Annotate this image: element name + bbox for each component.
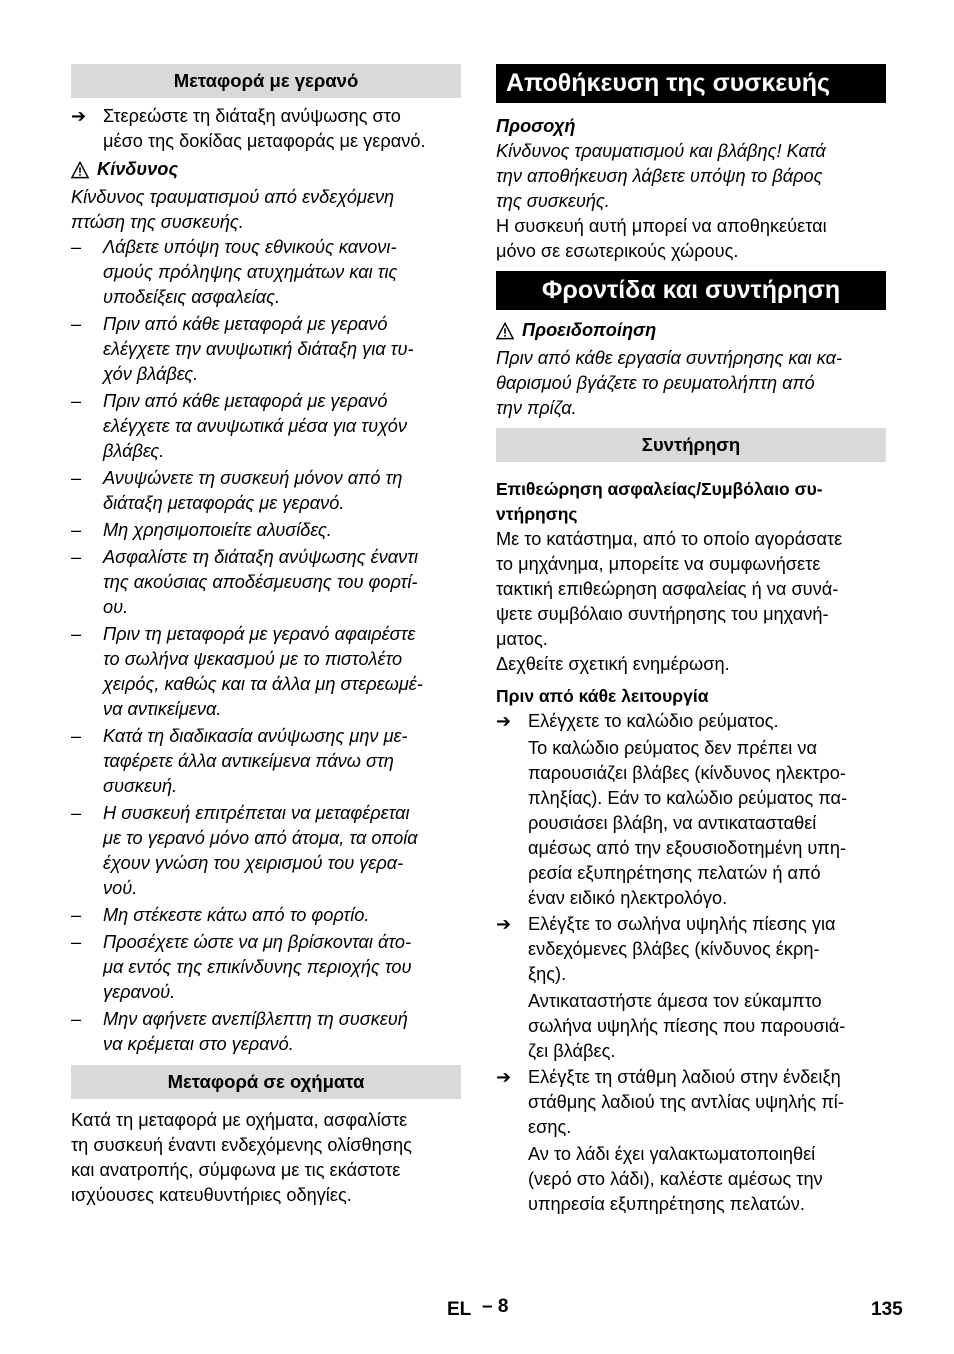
arrow-right-icon: ➔ xyxy=(496,1067,512,1087)
warning-text xyxy=(496,346,886,421)
text-line: Κατά τη μεταφορά με οχήματα, ασφαλίστε xyxy=(71,1110,408,1130)
text-line: έναν ειδικό ηλεκτρολόγο. xyxy=(528,888,728,908)
text-line: Λάβετε υπόψη τους εθνικούς κανονι- xyxy=(103,237,397,257)
crane-step xyxy=(71,104,461,154)
dash-bullet: – xyxy=(71,391,82,411)
text-line: της συσκευής. xyxy=(496,191,610,211)
vehicle-text xyxy=(71,1108,461,1208)
danger-list-item xyxy=(71,724,461,799)
warning-label xyxy=(496,318,886,343)
text-line: με το γερανό μόνο από άτομα, τα οποία xyxy=(103,828,418,848)
text-line: έχουν γνώση του χειρισμού του γερα- xyxy=(103,853,404,873)
inspection-title xyxy=(496,477,886,527)
steps-list xyxy=(496,709,886,1217)
dash-bullet: – xyxy=(71,237,82,257)
text-line: Το καλώδιο ρεύματος δεν πρέπει να xyxy=(528,738,818,758)
text-line: ενδεχόμενες βλάβες (κίνδυνος έκρη- xyxy=(528,939,820,959)
storage-heading: Αποθήκευση της συσκευής xyxy=(496,64,886,103)
text-line: βλάβες. xyxy=(103,441,165,461)
text-line: Πριν από κάθε μεταφορά με γερανό xyxy=(103,391,388,411)
text-line: ζει βλάβες. xyxy=(528,1041,616,1061)
text-line: Επιθεώρηση ασφαλείας/Συμβόλαιο συ- xyxy=(496,479,823,499)
text-line: πτώση της συσκευής. xyxy=(71,212,244,232)
text-line: ξης). xyxy=(528,964,567,984)
text-line: Ασφαλίστε τη διάταξη ανύψωσης έναντι xyxy=(103,547,419,567)
text-line: Η συσκευή επιτρέπεται να μεταφέρεται xyxy=(103,803,410,823)
dash-bullet: – xyxy=(71,932,82,952)
crane-heading: Μεταφορά με γερανό xyxy=(71,64,461,98)
text-line: (νερό στο λάδι), καλέστε αμέσως την xyxy=(528,1169,823,1189)
text-line: ελέγχετε τα ανυψωτικά μέσα για τυχόν xyxy=(103,416,407,436)
arrow-right-icon: ➔ xyxy=(496,914,512,934)
danger-list-item xyxy=(71,545,461,620)
text-line: Στερεώστε τη διάταξη ανύψωσης στο xyxy=(103,106,401,126)
text-line: υπηρεσία εξυπηρέτησης πελατών. xyxy=(528,1194,805,1214)
text-line: ψετε συμβόλαιο συντήρησης του μηχανή- xyxy=(496,604,829,624)
text-line: Μη στέκεστε κάτω από το φορτίο. xyxy=(103,905,370,925)
dash-bullet: – xyxy=(71,468,82,488)
text-line: Πριν από κάθε μεταφορά με γερανό xyxy=(103,314,388,334)
text-line: Κίνδυνος τραυματισμού από ενδεχόμενη xyxy=(71,187,395,207)
text-line: μόνο σε εσωτερικούς χώρους. xyxy=(496,241,739,261)
text-line: χόν βλάβες. xyxy=(103,364,199,384)
text-line: Ελέγξτε τη στάθμη λαδιού στην ένδειξη xyxy=(528,1067,841,1087)
dash-bullet: – xyxy=(71,905,82,925)
inspection-text xyxy=(496,527,886,677)
text-line: ρεσία εξυπηρέτησης πελατών ή από xyxy=(528,863,821,883)
text-line: Δεχθείτε σχετική ενημέρωση. xyxy=(496,654,730,674)
text-line: συσκευή. xyxy=(103,776,178,796)
text-line: σωλήνα υψηλής πίεσης που παρουσιά- xyxy=(528,1016,846,1036)
right-column xyxy=(496,64,886,1217)
text-line: Πριν τη μεταφορά με γερανό αφαιρέστε xyxy=(103,624,416,644)
danger-list-item xyxy=(71,801,461,901)
danger-list-item xyxy=(71,389,461,464)
footer-section-page: – 8 xyxy=(482,1296,509,1317)
text-line: της ακούσιας αποδέσμευσης του φορτί- xyxy=(103,572,418,592)
dash-bullet: – xyxy=(71,726,82,746)
text-line: χειρός, καθώς και τα άλλα μη στερεωμέ- xyxy=(103,674,423,694)
dash-bullet: – xyxy=(71,520,82,540)
danger-label xyxy=(71,157,461,182)
text-line: σμούς πρόληψης ατυχημάτων και τις xyxy=(103,262,398,282)
text-line: ρουσιάσει βλάβη, να αντικατασταθεί xyxy=(528,813,817,833)
text-line: Μη χρησιμοποιείτε αλυσίδες. xyxy=(103,520,332,540)
dash-bullet: – xyxy=(71,547,82,567)
text-line: να κρέμεται στο γερανό. xyxy=(103,1034,294,1054)
text-line: Με το κατάστημα, από το οποίο αγοράσατε xyxy=(496,529,843,549)
check-step-detail xyxy=(496,1142,886,1217)
text-line: τη συσκευή έναντι ενδεχόμενης ολίσθησης xyxy=(71,1135,412,1155)
text-line: Κίνδυνος τραυματισμού και βλάβης! Κατά xyxy=(496,141,826,161)
text-line: αμέσως από την εξουσιοδοτημένη υπη- xyxy=(528,838,847,858)
text-line: διάταξη μεταφοράς με γερανό. xyxy=(103,493,345,513)
danger-list-item xyxy=(71,518,461,543)
check-step-detail xyxy=(496,736,886,911)
dash-bullet: – xyxy=(71,624,82,644)
text-line: Η συσκευή αυτή μπορεί να αποθηκεύεται xyxy=(496,216,827,236)
check-step-detail xyxy=(496,989,886,1064)
check-step xyxy=(496,709,886,734)
before-operation-title: Πριν από κάθε λειτουργία xyxy=(496,686,709,706)
footer-language: EL xyxy=(447,1299,472,1320)
caution-text xyxy=(496,139,886,214)
warning-title: Προειδοποίηση xyxy=(522,320,657,340)
warning-triangle-icon xyxy=(71,161,89,179)
text-line: Ανυψώνετε τη συσκευή μόνον από τη xyxy=(103,468,403,488)
text-line: Πριν από κάθε εργασία συντήρησης και κα- xyxy=(496,348,843,368)
arrow-right-icon: ➔ xyxy=(71,106,87,126)
text-line: Αν το λάδι έχει γαλακτωματοποιηθεί xyxy=(528,1144,816,1164)
text-line: ταφέρετε άλλα αντικείμενα πάνω στη xyxy=(103,751,394,771)
text-line: νού. xyxy=(103,878,138,898)
danger-list-item xyxy=(71,930,461,1005)
text-line: θαρισμού βγάζετε το ρευματολήπτη από xyxy=(496,373,815,393)
care-heading: Φροντίδα και συντήρηση xyxy=(496,271,886,310)
text-line: την πρίζα. xyxy=(496,398,577,418)
text-line: την αποθήκευση λάβετε υπόψη το βάρος xyxy=(496,166,823,186)
text-line: ελέγχετε την ανυψωτική διάταξη για τυ- xyxy=(103,339,414,359)
text-line: Αντικαταστήστε άμεσα τον εύκαμπτο xyxy=(528,991,822,1011)
left-column xyxy=(71,64,461,1208)
text-line: το μηχάνημα, μπορείτε να συμφωνήσετε xyxy=(496,554,821,574)
danger-list-item xyxy=(71,466,461,516)
text-line: Προσέχετε ώστε να μη βρίσκονται άτο- xyxy=(103,932,412,952)
danger-text xyxy=(71,185,461,235)
check-step xyxy=(496,912,886,987)
text-line: ισχύουσες κατευθυντήριες οδηγίες. xyxy=(71,1185,352,1205)
dash-bullet: – xyxy=(71,314,82,334)
danger-list-item xyxy=(71,235,461,310)
dash-bullet: – xyxy=(71,803,82,823)
text-line: ματος. xyxy=(496,629,548,649)
danger-title: Κίνδυνος xyxy=(97,159,179,179)
danger-list-item xyxy=(71,312,461,387)
text-line: μα εντός της επικίνδυνης περιοχής του xyxy=(103,957,412,977)
text-line: ου. xyxy=(103,597,129,617)
dash-bullet: – xyxy=(71,1009,82,1029)
arrow-right-icon: ➔ xyxy=(496,711,512,731)
danger-list xyxy=(71,235,461,1057)
maintenance-heading: Συντήρηση xyxy=(496,428,886,462)
text-line: Μην αφήνετε ανεπίβλεπτη τη συσκευή xyxy=(103,1009,408,1029)
text-line: Ελέγχετε το καλώδιο ρεύματος. xyxy=(528,711,779,731)
text-line: μέσο της δοκίδας μεταφοράς με γερανό. xyxy=(103,131,426,151)
danger-list-item xyxy=(71,1007,461,1057)
text-line: στάθμης λαδιού της αντλίας υψηλής πί- xyxy=(528,1092,844,1112)
warning-triangle-icon xyxy=(496,322,514,340)
storage-text xyxy=(496,214,886,264)
text-line: ντήρησης xyxy=(496,504,578,524)
text-line: να αντικείμενα. xyxy=(103,699,222,719)
text-line: Κατά τη διαδικασία ανύψωσης μην με- xyxy=(103,726,408,746)
text-line: εσης. xyxy=(528,1117,572,1137)
text-line: υποδείξεις ασφαλείας. xyxy=(103,287,281,307)
vehicle-heading: Μεταφορά σε οχήματα xyxy=(71,1065,461,1099)
text-line: το σωλήνα ψεκασμού με το πιστολέτο xyxy=(103,649,403,669)
footer-page-number: 135 xyxy=(871,1299,903,1320)
check-step xyxy=(496,1065,886,1140)
text-line: πληξίας). Εάν το καλώδιο ρεύματος πα- xyxy=(528,788,848,808)
text-line: τακτική επιθεώρηση ασφαλείας ή να συνά- xyxy=(496,579,839,599)
text-line: Ελέγξτε το σωλήνα υψηλής πίεσης για xyxy=(528,914,836,934)
caution-title: Προσοχή xyxy=(496,116,576,136)
danger-list-item xyxy=(71,903,461,928)
text-line: γερανού. xyxy=(103,982,176,1002)
danger-list-item xyxy=(71,622,461,722)
text-line: παρουσιάζει βλάβες (κίνδυνος ηλεκτρο- xyxy=(528,763,846,783)
text-line: και ανατροπής, σύμφωνα με τις εκάστοτε xyxy=(71,1160,401,1180)
